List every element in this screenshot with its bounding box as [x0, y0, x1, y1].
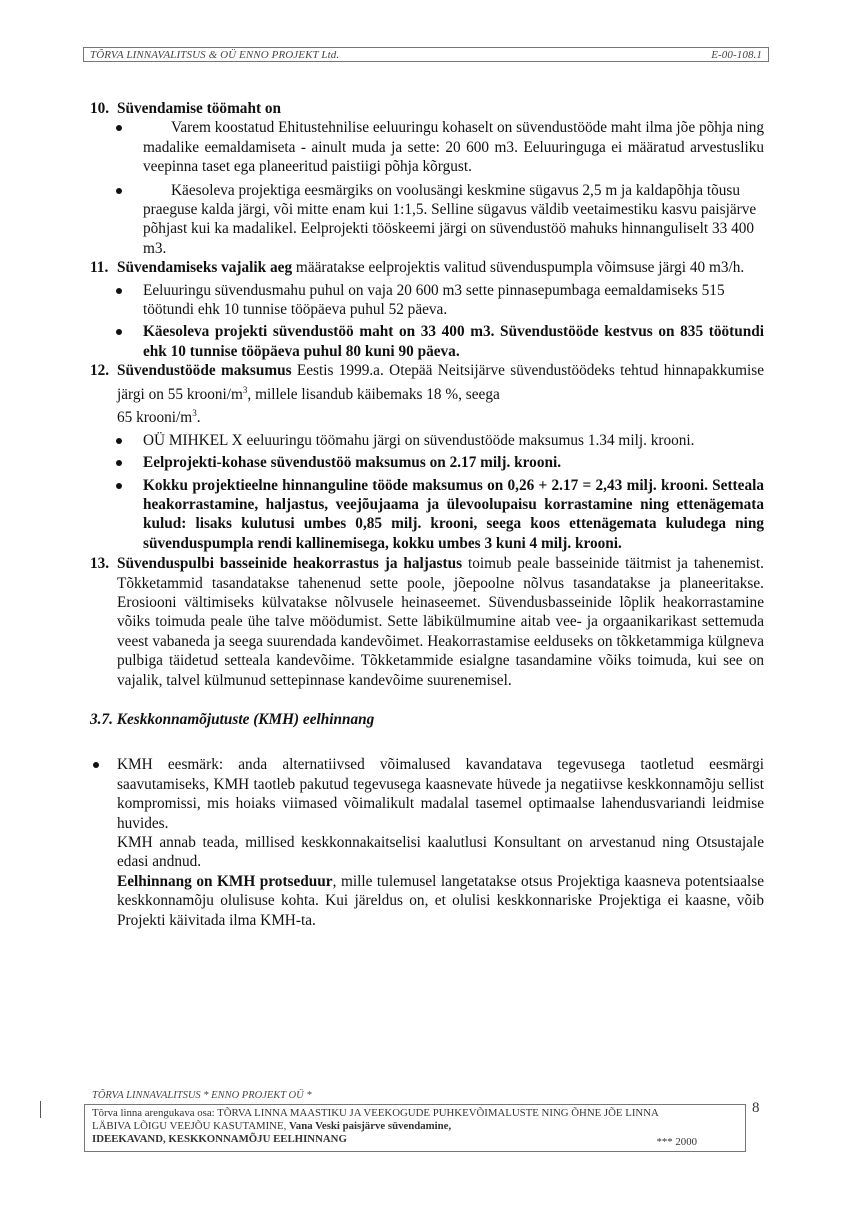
bullet-icon — [116, 188, 122, 194]
footer-title: TÕRVA LINNAVALITSUS * ENNO PROJEKT OÜ * — [92, 1090, 312, 1101]
item-title: Süvendamiseks vajalik aeg — [117, 259, 293, 277]
list-item: Varem koostatud Ehitustehnilise eeluuringu kohaselt on süvendustööde maht ilma jõe põhja ning madalike eemaldamiseta - ainult muda ja sette: 20 600 m3. Eeluuringuga ei määratud arvestusliku veepinna taset ega planeeritud paistiigi põhja kõrgust. — [90, 118, 764, 176]
header-doc-code: E-00-108.1 — [711, 48, 762, 61]
item-text: määratakse eelprojektis valitud süvenduspumpla võimsuse järgi 40 m3/h. — [292, 259, 745, 277]
kmh-list-item — [90, 755, 764, 930]
item-number: 11. — [90, 259, 109, 277]
item-10 — [90, 99, 764, 118]
document-body — [90, 99, 764, 930]
item-12: 12. Süvendustööde maksumus Eestis 1999.a. Otepää Neitsijärve süvendustöödeks tehtud hinnapakkumise järgi on 55 krooni/$m^3$, millele lisandub käibemaks 18 %, seega 65 krooni/$m^3$. — [90, 362, 764, 427]
footer-line-2: LÄBIVA LÕIGU VEEJÕU KASUTAMINE, — [92, 1120, 289, 1132]
item-number: 13. — [90, 555, 110, 573]
list-item: Eelprojekti-kohase süvendustöö maksumus on 2.17 milj. krooni. — [90, 453, 764, 472]
item-title: Süvenduspulbi basseinide heakorrastus ja haljastus — [117, 555, 463, 573]
header-left: TÕRVA LINNAVALITSUS & OÜ ENNO PROJEKT Ltd. — [90, 48, 340, 61]
kmh-paragraph-2: KMH annab teada, millised keskkonnakaitselisi kaalutlusi Konsultant on arvestanud ning Otsustajale edasi andnud. — [117, 834, 764, 871]
footer-box: Tõrva linna arengukava osa: TÕRVA LINNA MAASTIKU JA VEEKOGUDE PUHKEVÕIMALUSTE NING ÕHNE JÕE LINNA LÄBIVA LÕIGU VEEJÕU KASUTAMINE, Vana Veski paisjärve süvendamine, IDEEKAVAND, KESKKONNAMÕJU EELHINNANG *** 2000 — [84, 1104, 746, 1152]
list-item: Kokku projektieelne hinnanguline tööde maksumus on 0,26 + 2.17 = 2,43 milj. krooni. Setteala heakorrastamine, haljastus, veejõujaama ja ülevoolupaisu korrastamine ning ettenägemata kulud: lisaks kulutusi umbes 0,85 milj. krooni, seega koos ettenägemata kuludega ning süvenduspumpla rendi kallinemisega, kokku umbes 3 kuni 4 milj. krooni. — [90, 476, 764, 554]
page-number: 8 — [752, 1100, 760, 1116]
bullet-icon — [116, 460, 122, 466]
bullet-icon — [116, 288, 122, 294]
bullet-icon — [116, 329, 122, 335]
bullet-icon — [116, 483, 122, 489]
kmh-paragraph-3: Eelhinnang on KMH protseduur, mille tulemusel langetatakse otsus Projektiga kaasneva potentsiaalse keskkonnamõju olulisuse kohta. Kui järeldus on, et olulisi keskkonnariske Projektiga ei kaasne, võib Projekti käivitada ilma KMH-ta. — [117, 872, 765, 929]
item-title: Süvendustööde maksumus — [117, 362, 292, 380]
list-item: Käesoleva projekti süvendustöö maht on 33 400 m3. Süvendustööde kestvus on 835 töötundi ehk 10 tunnise tööpäeva puhul 80 kuni 90 päeva. — [90, 322, 764, 361]
list-item: Eeluuringu süvendusmahu puhul on vaja 20 600 m3 sette pinnasepumbaga eemaldamiseks 515 töötundi ehk 10 tunnise tööpäeva puhul 52 päeva. — [90, 281, 764, 320]
change-bar — [40, 1101, 41, 1118]
list-item: OÜ MIHKEL X eeluuringu töömahu järgi on süvendustööde maksumus 1.34 milj. krooni. — [90, 431, 764, 450]
footer-year: *** 2000 — [656, 1136, 697, 1148]
item-title: Süvendamise töömaht on — [117, 100, 282, 117]
bullet-icon — [116, 438, 122, 444]
footer-line-1: Tõrva linna arengukava osa: TÕRVA LINNA MAASTIKU JA VEEKOGUDE PUHKEVÕIMALUSTE NING ÕHNE JÕE LINNA — [92, 1107, 659, 1119]
section-title: 3.7. Keskkonnamõjutuste (KMH) eelhinnang — [90, 710, 375, 728]
item-text: toimub peale basseinide täitmist ja tahenemist. Tõkketammid tasandatakse tahenenud sette poole, jõepoolne nõlvus tasandatakse ja planeeritakse. Erosiooni vältimiseks külvatakse nõlvusele heinaseemet. Süvendusbasseinide lõplik heakorrastamine võiks toimuda peale ühe talve möödumist. Sette läbikülmumine aitab vee- ja orgaanikarikast settemuda veest vabaneda ja seega suurendada kandevõimet. Heakorrastamise eelduseks on tõkketammiga külgneva pulbiga täidetud setteala kandevõime. Tõkketammide esialgne tasandamine võiks toimuda, kui see on vajalik, talvel külmunud settepinnase kandevõime suurenemisel. — [117, 555, 764, 689]
item-number: 12. — [90, 362, 110, 380]
list-item: Käesoleva projektiga eesmärgiks on voolusängi keskmine sügavus 2,5 m ja kaldapõhja tõusu praeguse kalda järgi, või mitte enam kui 1:1,5. Selline sügavus väldib veetaimestiku kasvu paisjärve põhjast kui ka madalikel. Eelprojekti tööskeemi järgi on süvendustöö mahuks hinnanguliselt 33 400 m3. — [90, 181, 764, 259]
item-11 — [90, 258, 764, 277]
item-13 — [90, 554, 764, 690]
bullet-icon — [93, 762, 99, 768]
bullet-icon — [116, 125, 122, 131]
item-number: 10. — [90, 100, 110, 117]
page-header — [83, 47, 769, 62]
kmh-paragraph-1: KMH eesmärk: anda alternatiivsed võimalused kavandatava tegevusega taotletud eesmärgi saavutamiseks, KMH taotleb pakutud tegevusega kaasnevate hüvede ja negatiivse keskkonnamõju sellist kompromissi, mis hoiaks viimased võimalikult madalal tasemel optimaalse lahendusvariandi leidmise huvides. — [117, 756, 764, 832]
footer-line-3: IDEEKAVAND, KESKKONNAMÕJU EELHINNANG — [92, 1133, 347, 1145]
